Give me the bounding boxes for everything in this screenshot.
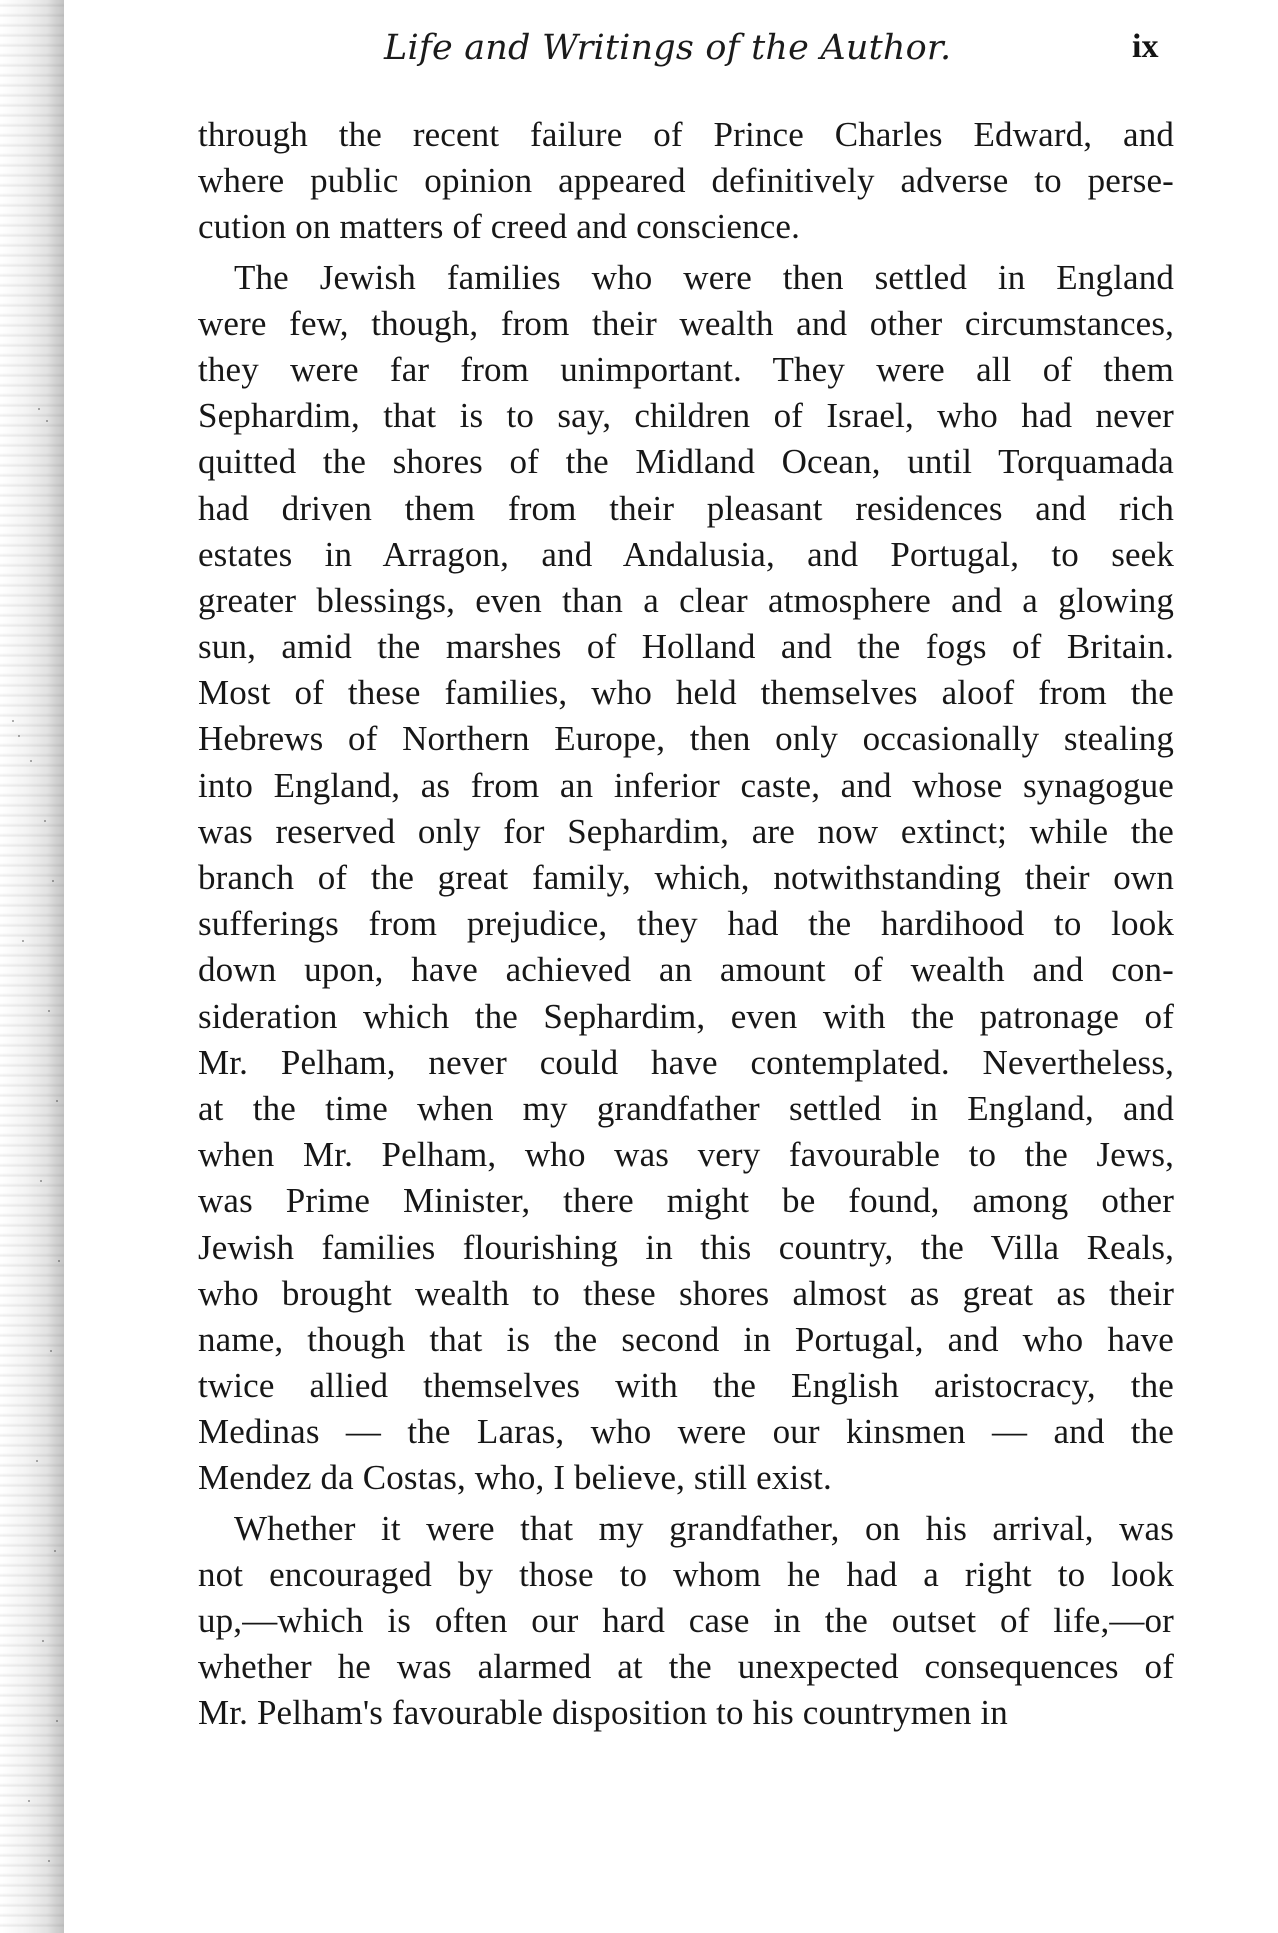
scan-speck bbox=[50, 1350, 52, 1352]
text-line: estates in Arragon, and Andalusia, and Portugal, to seek bbox=[198, 534, 1174, 574]
text-line: Hebrews of Northern Europe, then only occasionally stealing bbox=[198, 719, 1174, 759]
text-line: Medinas — the Laras, who were our kinsmen — and the bbox=[198, 1412, 1174, 1452]
scan-speck bbox=[36, 1460, 38, 1462]
text-line: at the time when my grandfather settled in England, and bbox=[198, 1088, 1174, 1128]
text-line: Sephardim, that is to say, children of Israel, who had never bbox=[198, 396, 1174, 436]
scan-speck bbox=[46, 420, 48, 422]
scan-speck bbox=[52, 880, 54, 882]
text-line: Mendez da Costas, who, I believe, still exist. bbox=[198, 1458, 832, 1498]
scan-speck bbox=[38, 408, 40, 410]
scan-speck bbox=[44, 820, 46, 822]
scan-speck bbox=[58, 1260, 60, 1262]
text-line: were few, though, from their wealth and other circumstances, bbox=[198, 303, 1174, 343]
text-line: Jewish families flourishing in this country, the Villa Reals, bbox=[198, 1227, 1174, 1267]
text-line: Whether it were that my grandfather, on his arrival, was bbox=[234, 1508, 1174, 1548]
text-line: up,—which is often our hard case in the outset of life,—or bbox=[198, 1601, 1174, 1640]
text-line: not encouraged by those to whom he had a right to look bbox=[198, 1554, 1174, 1594]
text-line: name, though that is the second in Portugal, and who have bbox=[198, 1319, 1174, 1359]
scan-speck bbox=[28, 1800, 30, 1802]
scan-speck bbox=[48, 1010, 50, 1012]
scan-speck bbox=[56, 1100, 58, 1102]
text-line: cution on matters of creed and conscience. bbox=[198, 207, 801, 247]
paragraph bbox=[198, 255, 1174, 1502]
text-line: branch of the great family, which, notwithstanding their own bbox=[198, 858, 1174, 897]
text-line: greater blessings, even than a clear atmosphere and a glowing bbox=[198, 580, 1174, 620]
text-line: they were far from unimportant. They were all of them bbox=[198, 349, 1174, 389]
text-line: had driven them from their pleasant residences and rich bbox=[198, 488, 1174, 528]
page-number: ix bbox=[1132, 28, 1159, 65]
text-line: was Prime Minister, there might be found, among other bbox=[198, 1181, 1174, 1221]
scan-speck bbox=[30, 760, 32, 762]
binding-gutter bbox=[0, 0, 64, 1933]
text-line: sufferings from prejudice, they had the hardihood to look bbox=[198, 904, 1174, 944]
text-line: sideration which the Sephardim, even with the patronage of bbox=[198, 996, 1174, 1036]
paragraph bbox=[198, 1506, 1174, 1737]
text-line: through the recent failure of Prince Charles Edward, and bbox=[198, 115, 1174, 154]
scan-speck bbox=[42, 1640, 44, 1642]
text-line: twice allied themselves with the English aristocracy, the bbox=[198, 1366, 1174, 1406]
text-line: Mr. Pelham's favourable disposition to his countrymen in bbox=[198, 1693, 1008, 1733]
text-line: Most of these families, who held themselves aloof from the bbox=[198, 673, 1174, 713]
text-line: who brought wealth to these shores almost as great as their bbox=[198, 1273, 1174, 1313]
text-line: down upon, have achieved an amount of wealth and con- bbox=[198, 950, 1174, 990]
page-header bbox=[384, 28, 1184, 84]
scan-speck bbox=[48, 1860, 50, 1862]
text-line: when Mr. Pelham, who was very favourable to the Jews, bbox=[198, 1135, 1174, 1175]
scan-speck bbox=[22, 940, 24, 942]
scan-speck bbox=[40, 1180, 42, 1182]
scan-speck bbox=[18, 735, 20, 737]
scan-speck bbox=[12, 720, 14, 722]
text-line: was reserved only for Sephardim, are now extinct; while the bbox=[198, 811, 1174, 851]
body-text bbox=[198, 112, 1174, 1737]
text-line: into England, as from an inferior caste, and whose synagogue bbox=[198, 765, 1174, 805]
text-line: where public opinion appeared definitively adverse to perse- bbox=[198, 161, 1174, 201]
text-line: Mr. Pelham, never could have contemplated. Nevertheless, bbox=[198, 1042, 1174, 1082]
running-head: Life and Writings of the Author. bbox=[384, 28, 952, 68]
scan-speck bbox=[56, 1720, 58, 1722]
text-line: sun, amid the marshes of Holland and the fogs of Britain. bbox=[198, 627, 1174, 667]
scan-speck bbox=[54, 1550, 56, 1552]
text-line: whether he was alarmed at the unexpected consequences of bbox=[198, 1647, 1174, 1687]
text-line: quitted the shores of the Midland Ocean, until Torquamada bbox=[198, 442, 1174, 482]
paragraph bbox=[198, 112, 1174, 251]
text-line: The Jewish families who were then settled in England bbox=[234, 257, 1174, 297]
